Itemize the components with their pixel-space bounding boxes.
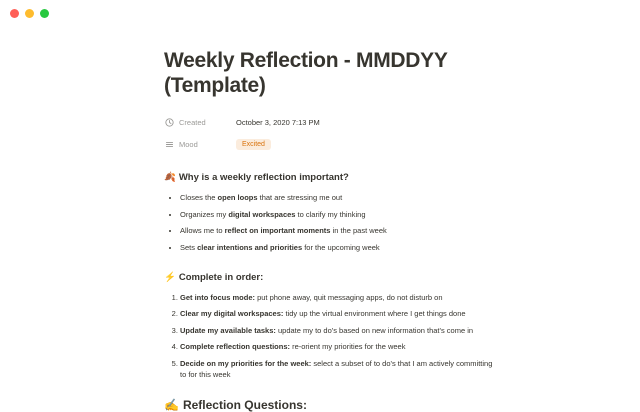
item-bold: Update my available tasks: <box>180 325 276 335</box>
item-bold: Get into focus mode: <box>180 292 255 302</box>
item-rest: tidy up the virtual environment where I get things done <box>283 309 466 318</box>
list-item[interactable] <box>180 358 494 380</box>
item-rest: select a subset of to do's that I am actively committing to for this week <box>180 358 493 379</box>
item-bold: clear intentions and priorities <box>197 242 303 252</box>
item-rest: put phone away, quit messaging apps, do not disturb on <box>255 292 443 302</box>
document-content <box>164 48 494 412</box>
page-properties <box>164 114 494 153</box>
list-item[interactable] <box>180 242 494 253</box>
item-bold: reflect on important moments <box>224 226 331 235</box>
item-rest: to clarify my thinking <box>295 209 366 219</box>
property-row-created[interactable] <box>164 114 494 131</box>
property-value-mood[interactable] <box>236 139 271 150</box>
item-rest: update my to do's based on new information that's come in <box>275 325 474 335</box>
section-heading-order[interactable] <box>164 271 494 285</box>
status-badge[interactable]: Excited <box>236 139 271 150</box>
property-label-mood <box>164 139 236 150</box>
property-name-created: Created <box>179 118 206 127</box>
ordered-step-list <box>164 292 494 380</box>
section-heading-why-text: Why is a weekly reflection important? <box>178 172 349 183</box>
leaf-emoji-icon: 🍂 <box>164 172 176 183</box>
section-heading-why[interactable] <box>164 171 494 185</box>
property-row-mood[interactable] <box>164 136 494 153</box>
item-lead: Closes the <box>180 193 218 202</box>
close-window-button[interactable] <box>10 9 19 18</box>
item-rest: for the upcoming week <box>302 242 380 252</box>
property-name-mood: Mood <box>179 140 198 149</box>
maximize-window-button[interactable] <box>40 9 49 18</box>
list-item[interactable] <box>180 209 494 220</box>
list-item[interactable] <box>180 292 494 303</box>
list-item[interactable] <box>180 325 494 336</box>
section-heading-reflection-questions-text: Reflection Questions: <box>182 397 307 412</box>
minimize-window-button[interactable] <box>25 9 34 18</box>
list-item[interactable] <box>180 225 494 236</box>
item-rest: in the past week <box>330 226 387 235</box>
list-item[interactable] <box>180 341 494 352</box>
item-bold: Clear my digital workspaces: <box>180 309 284 318</box>
item-lead: Sets <box>180 242 198 252</box>
clock-icon <box>164 117 175 128</box>
window-titlebar <box>0 0 640 26</box>
item-rest: re-orient my priorities for the week <box>290 342 406 351</box>
list-item[interactable] <box>180 308 494 319</box>
document-page <box>0 26 640 412</box>
list-item[interactable] <box>180 192 494 203</box>
window-controls[interactable] <box>10 9 49 18</box>
writing-hand-emoji-icon: ✍️ <box>164 397 179 412</box>
item-lead: Organizes my <box>180 209 229 219</box>
item-bold: digital workspaces <box>228 209 296 219</box>
item-bold: Complete reflection questions: <box>180 342 291 351</box>
item-bold: Decide on my priorities for the week: <box>180 358 312 368</box>
item-bold: open loops <box>217 193 258 202</box>
list-icon <box>164 139 175 150</box>
page-title[interactable]: Weekly Reflection - MMDDYY (Template) <box>164 49 448 97</box>
item-lead: Allows me to <box>180 226 225 235</box>
section-heading-order-text: Complete in order: <box>178 271 264 283</box>
item-rest: that are stressing me out <box>257 193 343 202</box>
property-value-created[interactable]: October 3, 2020 7:13 PM <box>236 118 320 127</box>
lightning-emoji-icon: ⚡ <box>164 271 176 283</box>
property-label-created <box>164 117 236 128</box>
why-bullet-list <box>164 192 494 253</box>
